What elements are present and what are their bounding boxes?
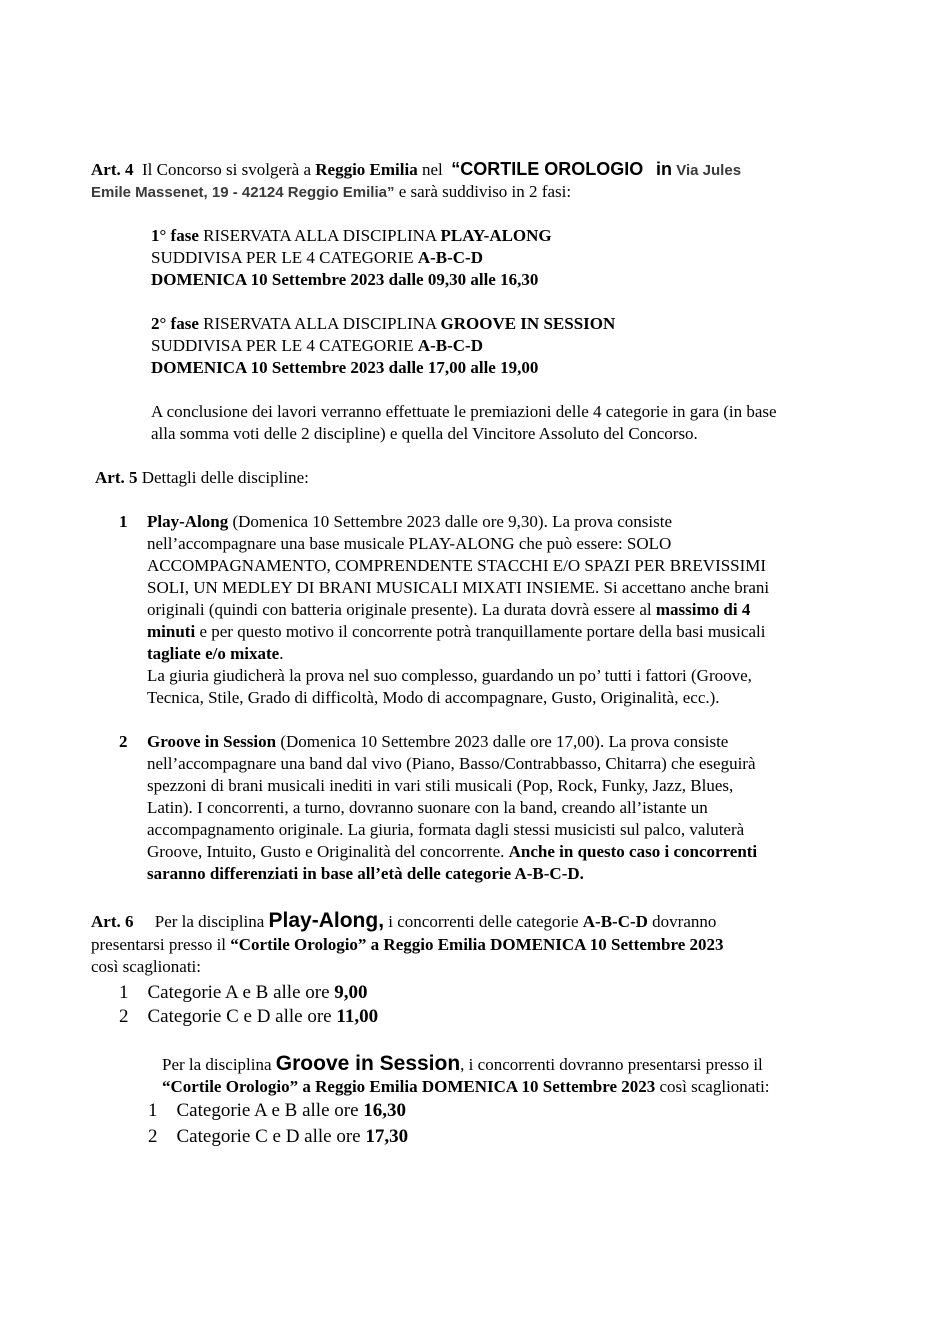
phase1-number: 1° fase bbox=[151, 226, 199, 245]
item1-text: (Domenica 10 Settembre 2023 dalle ore 9,30). La prova consiste bbox=[232, 512, 672, 531]
item1-line-7 bbox=[147, 643, 283, 665]
item1-number-text: 1 bbox=[119, 512, 128, 531]
phase2-line-3 bbox=[151, 357, 538, 379]
groove-venue-date: “Cortile Orologio” a Reggio Emilia DOMENICA 10 Settembre 2023 bbox=[162, 1077, 656, 1096]
item1-line-5 bbox=[147, 599, 750, 621]
art6-discipline: Play-Along, bbox=[268, 909, 385, 932]
list1-item-1 bbox=[119, 981, 368, 1005]
item2-emphasis: Anche in questo caso i concorrenti bbox=[508, 842, 758, 861]
phase2-categories: A-B-C-D bbox=[417, 336, 483, 355]
art6-line-1 bbox=[91, 910, 716, 933]
item2-number bbox=[119, 731, 128, 753]
item1-line-9: Tecnica, Stile, Grado di difficoltà, Modo di accompagnare, Gusto, Originalità, ecc.). bbox=[147, 688, 720, 707]
list-number: 1 bbox=[148, 1100, 158, 1121]
art4-number: Art. 4 bbox=[91, 160, 134, 179]
phase2-text: RISERVATA ALLA DISCIPLINA bbox=[203, 314, 437, 333]
list-time: 17,30 bbox=[365, 1126, 409, 1147]
art5-heading bbox=[95, 467, 309, 489]
item2-line-6 bbox=[147, 841, 757, 863]
art4-text: Il Concorso si svolgerà a bbox=[141, 160, 312, 179]
item2-line-7 bbox=[147, 863, 584, 885]
phase1-line-2 bbox=[151, 247, 483, 269]
phase1-discipline: PLAY-ALONG bbox=[440, 226, 552, 245]
item2-text: (Domenica 10 Settembre 2023 dalle ore 17,00). La prova consiste bbox=[280, 732, 729, 751]
phase1-text: SUDDIVISA PER LE 4 CATEGORIE bbox=[151, 248, 414, 267]
item1-line-6 bbox=[147, 621, 765, 643]
art4-line-2 bbox=[91, 181, 571, 204]
item1-text: originali (quindi con batteria originale presente). La durata dovrà essere al bbox=[147, 600, 652, 619]
list1-item-2 bbox=[119, 1005, 378, 1029]
groove-discipline: Groove in Session bbox=[275, 1052, 461, 1075]
item2-emphasis: saranno differenziati in base all’età delle categorie A-B-C-D. bbox=[147, 864, 584, 883]
item2-line-4: Latin). I concorrenti, a turno, dovranno suonare con la band, creando all’istante un bbox=[147, 798, 708, 817]
item1-number bbox=[119, 511, 128, 533]
list2-item-1 bbox=[148, 1099, 406, 1123]
phase1-line-1 bbox=[151, 225, 552, 247]
phase2-line-2 bbox=[151, 335, 483, 357]
phase2-discipline: GROOVE IN SESSION bbox=[440, 314, 616, 333]
phase2-schedule: DOMENICA 10 Settembre 2023 dalle 17,00 alle 19,00 bbox=[151, 358, 539, 377]
list-text: Categorie A e B alle ore bbox=[147, 982, 330, 1003]
art4-line-1 bbox=[91, 158, 741, 182]
phase1-categories: A-B-C-D bbox=[417, 248, 483, 267]
item2-line-5: accompagnamento originale. La giuria, formata dagli stessi musicisti sul palco, valuterà bbox=[147, 820, 745, 839]
art4-conclusion-2: alla somma voti delle 2 discipline) e quella del Vincitore Assoluto del Concorso. bbox=[151, 424, 698, 443]
item1-text: e per questo motivo il concorrente potrà tranquillamente portare della basi musicali bbox=[199, 622, 766, 641]
list-number: 2 bbox=[119, 1006, 129, 1027]
item1-line-3: ACCOMPAGNAMENTO, COMPRENDENTE STACCHI E/O SPAZI PER BREVISSIMI bbox=[147, 556, 767, 575]
item1-name: Play-Along bbox=[147, 512, 229, 531]
item2-text: Groove, Intuito, Gusto e Originalità del concorrente. bbox=[147, 842, 505, 861]
groove-line-1 bbox=[162, 1053, 763, 1076]
item1-text: . bbox=[279, 644, 284, 663]
item2-name: Groove in Session bbox=[147, 732, 277, 751]
groove-text: Per la disciplina bbox=[162, 1055, 272, 1074]
item1-emphasis: massimo di 4 bbox=[655, 600, 751, 619]
phase2-text: SUDDIVISA PER LE 4 CATEGORIE bbox=[151, 336, 414, 355]
item1-line-8: La giuria giudicherà la prova nel suo complesso, guardando un po’ tutti i fattori (Groove, bbox=[147, 666, 752, 685]
art6-line-3: così scaglionati: bbox=[91, 957, 202, 976]
item1-emphasis: minuti bbox=[147, 622, 196, 641]
list-number: 1 bbox=[119, 982, 129, 1003]
phase2-line-1 bbox=[151, 313, 615, 335]
art4-in: in bbox=[656, 159, 673, 179]
list-time: 16,30 bbox=[363, 1100, 407, 1121]
art4-text: nel bbox=[421, 160, 443, 179]
art4-text: e sarà suddiviso in 2 fasi: bbox=[398, 182, 572, 201]
art4-address: Via Jules bbox=[676, 162, 742, 179]
art5-title: Dettagli delle discipline: bbox=[141, 468, 309, 487]
phase1-text: RISERVATA ALLA DISCIPLINA bbox=[203, 226, 437, 245]
groove-line-2 bbox=[162, 1076, 770, 1098]
art5-number: Art. 5 bbox=[95, 468, 138, 487]
art4-conclusion-1: A conclusione dei lavori verranno effettuate le premiazioni delle 4 categorie in gara (in base bbox=[151, 402, 777, 421]
item1-line-1 bbox=[147, 511, 672, 533]
item1-emphasis: tagliate e/o mixate bbox=[147, 644, 280, 663]
list-text: Categorie C e D alle ore bbox=[147, 1006, 332, 1027]
item1-line-2: nell’accompagnare una base musicale PLAY-ALONG che può essere: SOLO bbox=[147, 534, 672, 553]
art6-text: Per la disciplina bbox=[154, 912, 265, 931]
art6-venue-date: “Cortile Orologio” a Reggio Emilia DOMENICA 10 Settembre 2023 bbox=[230, 935, 724, 954]
phase1-line-3 bbox=[151, 269, 538, 291]
item1-line-4: SOLI, UN MEDLEY DI BRANI MUSICALI MIXATI INSIEME. Si accettano anche brani bbox=[147, 578, 770, 597]
list-number: 2 bbox=[148, 1126, 158, 1147]
art6-text: i concorrenti delle categorie bbox=[388, 912, 579, 931]
art4-venue: “CORTILE OROLOGIO bbox=[451, 159, 644, 179]
list2-item-2 bbox=[148, 1125, 408, 1149]
groove-text: così scaglionati: bbox=[659, 1077, 770, 1096]
art6-line-2 bbox=[91, 934, 724, 956]
groove-text: , i concorrenti dovranno presentarsi presso il bbox=[460, 1055, 763, 1074]
item2-line-2: nell’accompagnare una band dal vivo (Piano, Basso/Contrabbasso, Chitarra) che eseguirà bbox=[147, 754, 756, 773]
art4-city: Reggio Emilia bbox=[315, 160, 418, 179]
list-time: 9,00 bbox=[334, 982, 368, 1003]
item2-number-text: 2 bbox=[119, 732, 128, 751]
art6-categories: A-B-C-D bbox=[582, 912, 648, 931]
list-text: Categorie A e B alle ore bbox=[176, 1100, 359, 1121]
item2-line-3: spezzoni di brani musicali inediti in vari stili musicali (Pop, Rock, Funky, Jazz, Blues, bbox=[147, 776, 734, 795]
art4-address: Emile Massenet, 19 - 42124 Reggio Emilia” bbox=[91, 184, 395, 201]
phase2-number: 2° fase bbox=[151, 314, 199, 333]
art6-text: presentarsi presso il bbox=[91, 935, 227, 954]
phase1-schedule: DOMENICA 10 Settembre 2023 dalle 09,30 alle 16,30 bbox=[151, 270, 539, 289]
item2-line-1 bbox=[147, 731, 728, 753]
list-time: 11,00 bbox=[336, 1006, 379, 1027]
art6-text: dovranno bbox=[652, 912, 717, 931]
list-text: Categorie C e D alle ore bbox=[176, 1126, 361, 1147]
art6-number: Art. 6 bbox=[91, 912, 134, 931]
